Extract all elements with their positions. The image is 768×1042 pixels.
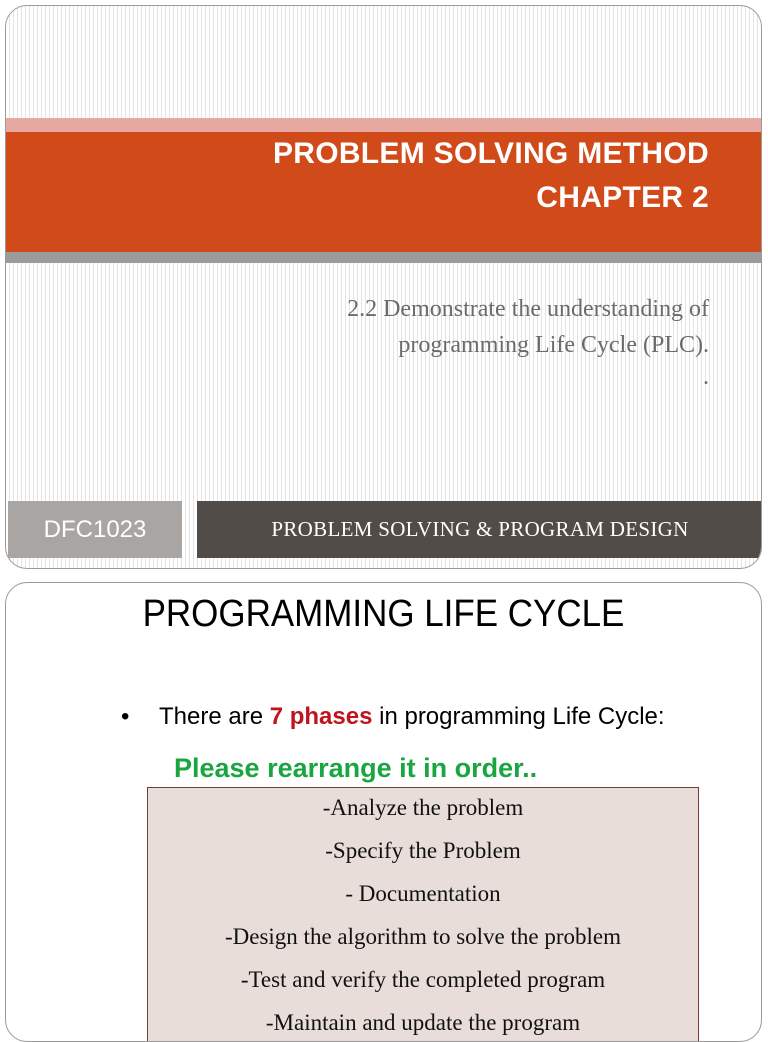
phase-item: -Specify the Problem <box>325 838 521 863</box>
bullet-icon: • <box>121 703 130 730</box>
phase-list-box <box>147 787 699 1042</box>
phase-list <box>148 786 698 1042</box>
phase-item: - Documentation <box>345 881 501 906</box>
divider-strip <box>6 252 761 263</box>
phase-item: -Test and verify the completed program <box>240 967 606 992</box>
course-code-box <box>8 501 182 558</box>
instruction-text: Please rearrange it in order.. <box>174 753 538 783</box>
phase-item: -Maintain and update the program <box>265 1010 581 1035</box>
content-slide <box>5 582 762 1042</box>
phase-item: -Design the algorithm to solve the problem <box>224 924 622 949</box>
bullet-text-suffix: in programming Life Cycle: <box>372 703 665 730</box>
subtitle-line-1: 2.2 Demonstrate the understanding of <box>347 296 709 322</box>
subtitle-line-2: programming Life Cycle (PLC). <box>398 332 709 358</box>
slide-title-line-1: PROBLEM SOLVING METHOD <box>272 137 709 170</box>
title-slide <box>5 5 762 569</box>
bullet-text-prefix: There are <box>159 703 270 730</box>
slide-title: PROGRAMMING LIFE CYCLE <box>142 593 625 635</box>
subtitle-line-3: . <box>703 364 709 390</box>
bullet-highlight: 7 phases <box>269 703 373 730</box>
phase-item: -Analyze the problem <box>322 795 524 820</box>
course-name: PROBLEM SOLVING & PROGRAM DESIGN <box>271 517 689 541</box>
course-code: DFC1023 <box>43 515 147 543</box>
course-name-box <box>197 501 762 558</box>
bullet-point <box>121 703 665 731</box>
accent-strip <box>6 118 761 132</box>
slide-title-line-2: CHAPTER 2 <box>536 181 709 214</box>
